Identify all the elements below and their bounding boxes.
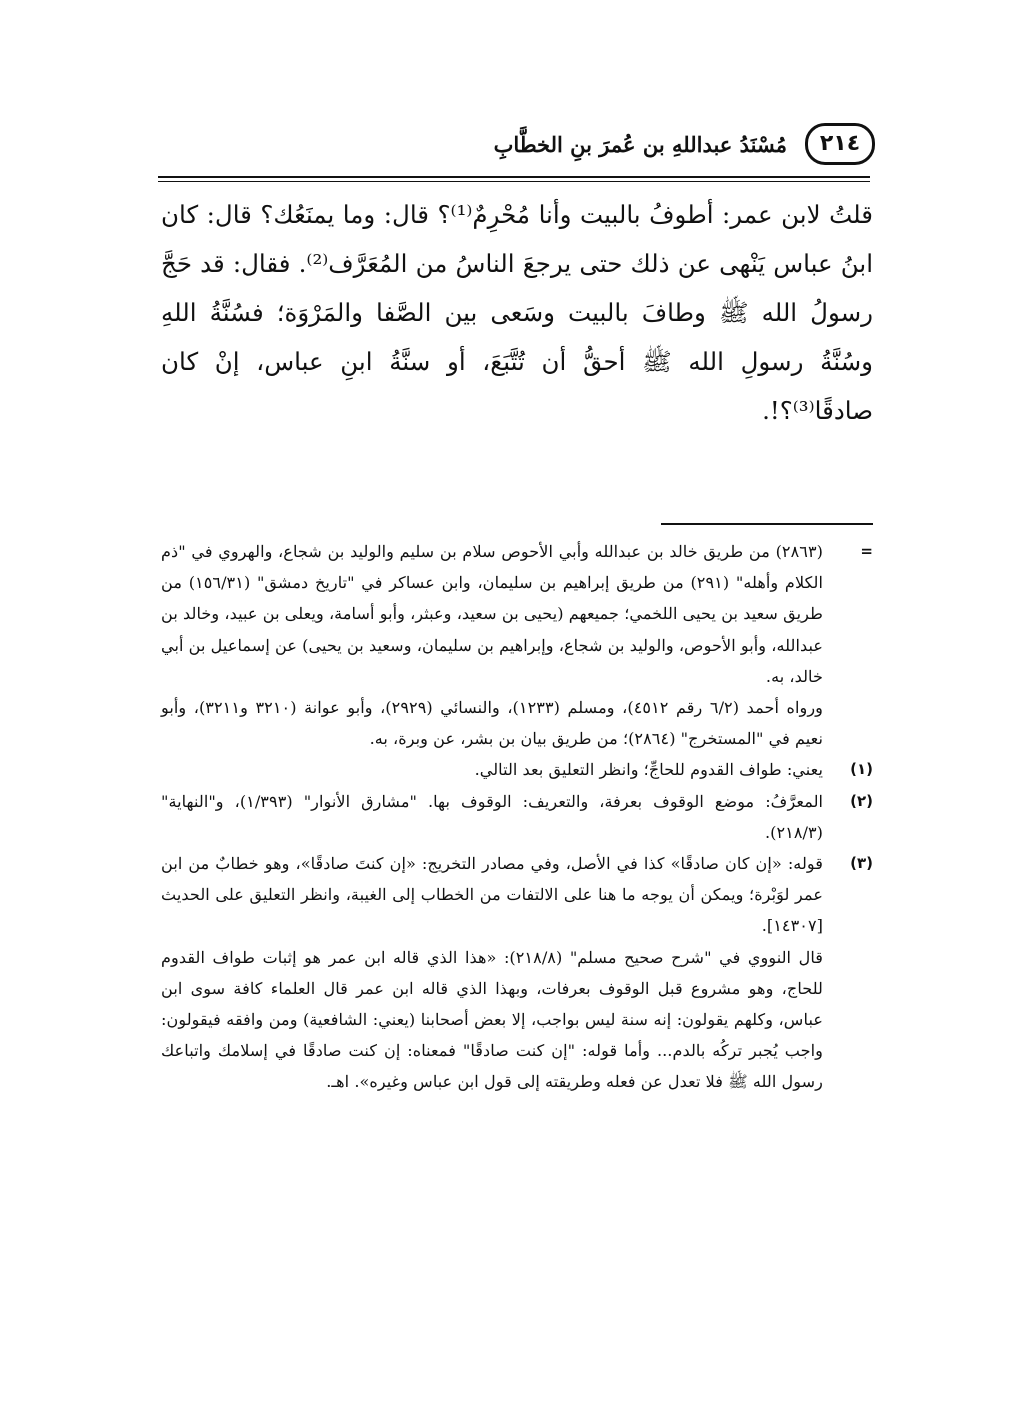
footnote-body: [161, 848, 823, 1098]
header-rule: [158, 176, 870, 178]
footnote-marker: (١): [850, 760, 873, 779]
page-number-badge: [805, 123, 875, 165]
running-title: مُسْنَدُ عبداللهِ بن عُمرَ بنِ الخطَّابِ: [493, 131, 787, 157]
main-text: [161, 190, 873, 435]
footnote-continuation: [161, 536, 873, 754]
footnote-text: قوله: «إن كان صادقًا» كذا في الأصل، وفي مصادر التخريج: «إن كنتَ صادقًا»، وهو خطابٌ من ابن عمر لوَبْرة؛ ويمكن أن يوجه ما هنا على الالتفات من الخطاب إلى الغيبة، وانظر التعليق على الحديث [١٤٣٠٧].: [161, 854, 823, 936]
footnote-marker: (٢): [850, 791, 873, 810]
footnote-2: [161, 786, 873, 848]
footnotes: [161, 536, 873, 1098]
footnote-text: المعرَّفُ: موضع الوقوف بعرفة، والتعريف: الوقوف بها. "مشارق الأنوار" (١/٣٩٣)، و"النهاية" (٢١٨/٣).: [161, 791, 823, 842]
footnote-body: [161, 754, 823, 785]
footnote-marker: (٣): [850, 854, 873, 873]
footnote-body: [161, 786, 823, 848]
page-number: ٢١٤: [819, 131, 861, 156]
footnote-body: [161, 536, 823, 754]
hadith-text: قلتُ لابن عمر: أطوفُ بالبيت وأنا مُحْرِمٌ⁽¹⁾؟ قال: وما يمنَعُك؟ قال: كان ابنُ عباس يَنْهى عن ذلك حتى يرجعَ الناسُ من المُعَرَّف⁽²⁾. فقال: قد حَجَّ رسولُ الله ﷺ وطافَ بالبيت وسَعى بين الصَّفا والمَرْوَة؛ فسُنَّةُ اللهِ وسُنَّةُ رسولِ الله ﷺ أحقُّ أن تُتَّبَعَ، أو سنَّةُ ابنِ عباس، إنْ كان صادقًا⁽³⁾؟!.: [161, 200, 874, 425]
footnote-1: [161, 754, 873, 785]
continuation-marker: =: [860, 542, 873, 560]
page-header: [163, 118, 875, 170]
footnote-separator: [661, 523, 873, 525]
continuation-paragraph-1: (٢٨٦٣) من طريق خالد بن عبدالله وأبي الأحوص سلام بن سليم والوليد بن شجاع، والهروي في "ذم الكلام وأهله" (٢٩١) من طريق إبراهيم بن سليمان، وابن عساكر في "تاريخ دمشق" (١٥٦/٣١) من طريق سعيد بن يحيى اللخمي؛ جميعهم (يحيى بن سعيد، وعبثر، وأبو أسامة، ويعلى بن عبيد، وخالد بن عبدالله، وأبو الأحوص، والوليد بن شجاع، وإبراهيم بن سليمان، وسعيد بن يحيى) عن إسماعيل بن أبي خالد، به.: [161, 542, 823, 686]
footnote-3: [161, 848, 873, 1098]
footnote-text: يعني: طواف القدوم للحاجِّ؛ وانظر التعليق بعد التالي.: [474, 760, 823, 780]
footnote-quote: قال النووي في "شرح صحيح مسلم" (٢١٨/٨): «هذا الذي قاله ابن عمر هو إثبات طواف القدوم للحاج، وهو مشروع قبل الوقوف بعرفات، وبهذا الذي قاله ابن عمر قال العلماء كافة سوى ابن عباس، وكلهم يقولون: إنه سنة ليس بواجب، إلا بعض أصحابنا (يعني: الشافعية) ومن وافقه فيقولون: واجب يُجبر تركُه بالدم... وأما قوله: "إن كنت صادقًا" فمعناه: إن كنت صادقًا في إسلامك واتباعك رسول الله ﷺ فلا تعدل عن فعله وطريقته إلى قول ابن عباس وغيره». اهـ.: [161, 947, 824, 1092]
header-rule-thin: [158, 181, 870, 182]
continuation-paragraph-2: ورواه أحمد (٦/٢ رقم ٤٥١٢)، ومسلم (١٢٣٣)، والنسائي (٢٩٢٩)، وأبو عوانة (٣٢١٠ و٣٢١١)، وأبو نعيم في "المستخرج" (٢٨٦٤)؛ من طريق بيان بن بشر، عن وبرة، به.: [161, 698, 823, 749]
